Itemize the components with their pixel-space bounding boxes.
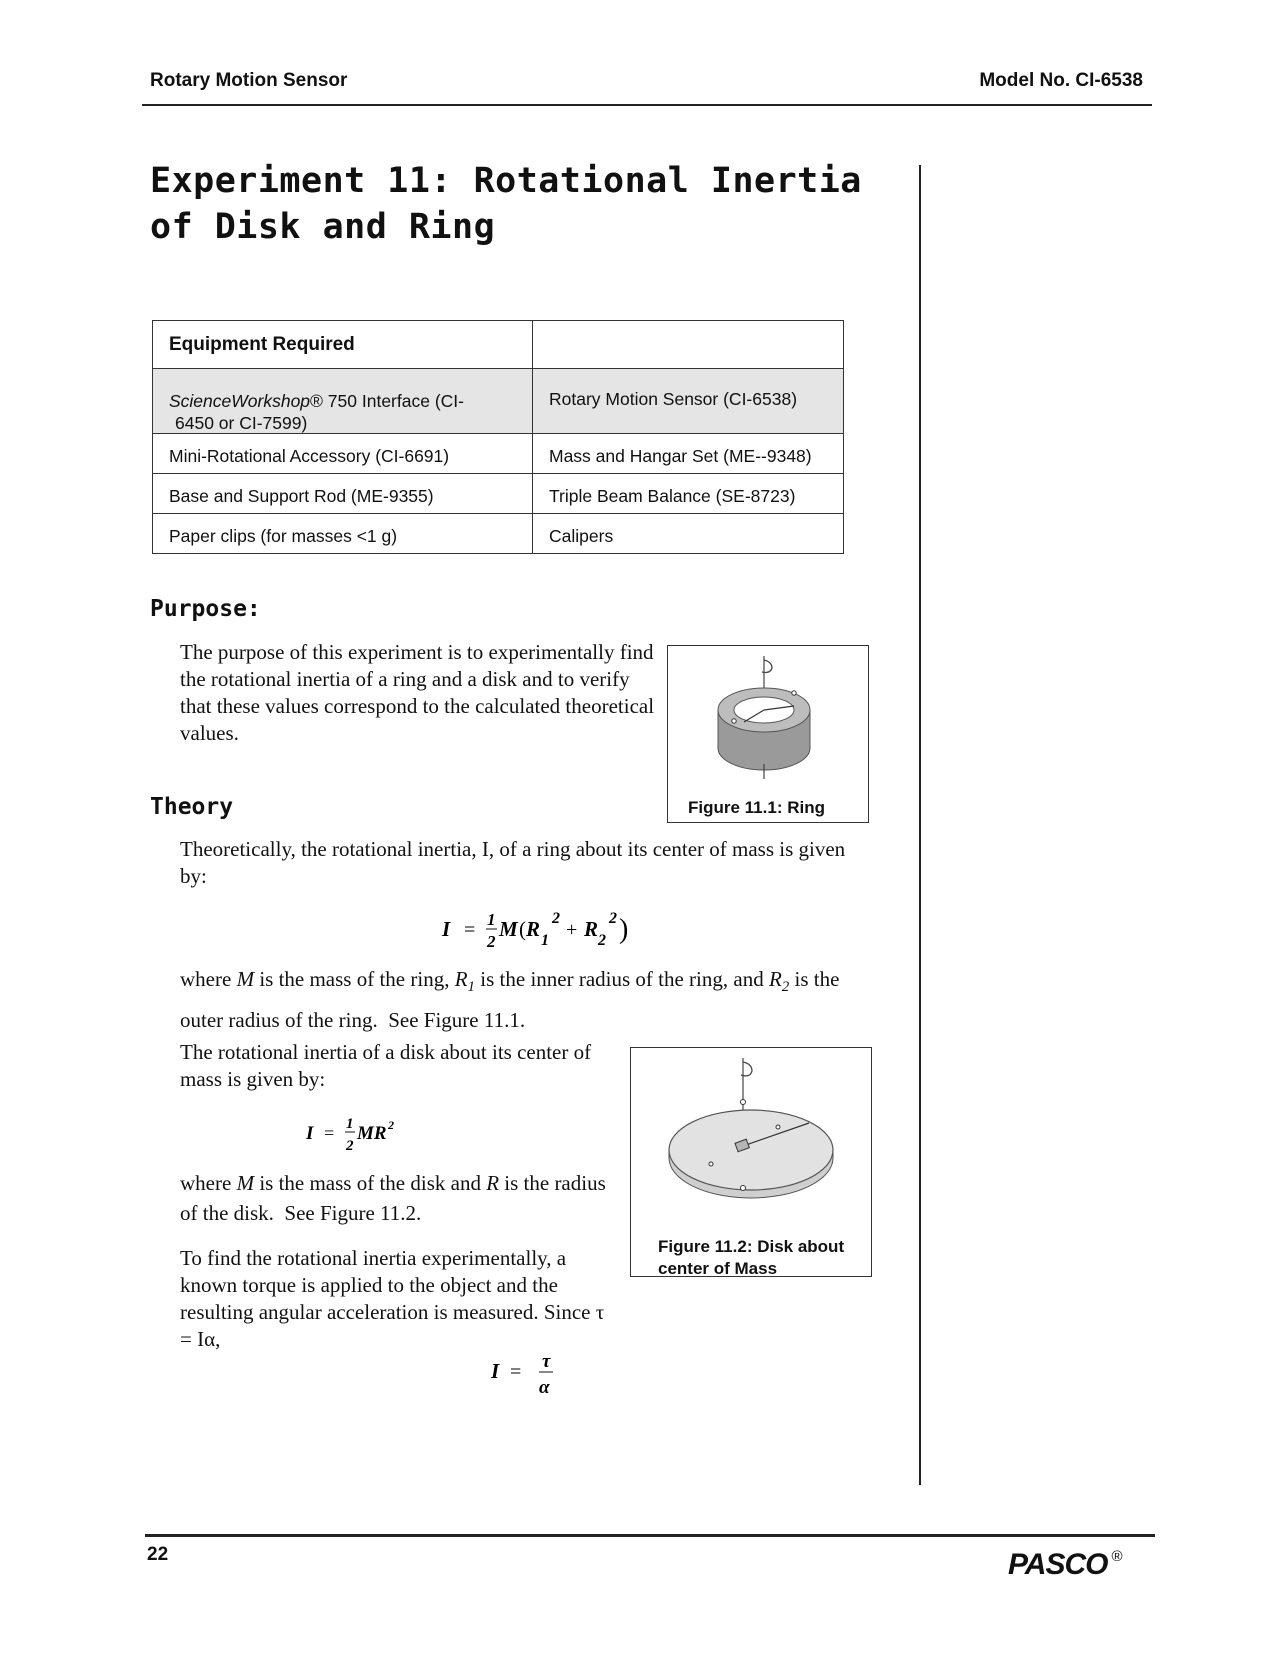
registered-mark: ®: [1111, 1548, 1123, 1565]
equipment-cell: Base and Support Rod (ME-9355): [153, 474, 533, 514]
svg-text:(: (: [519, 917, 526, 941]
svg-text:=: =: [464, 919, 476, 941]
page-number: 22: [147, 1544, 169, 1565]
page-title: Experiment 11: Rotational Inertia of Disk and Ring: [150, 161, 862, 247]
svg-text:M: M: [499, 917, 518, 941]
equation-disk: [300, 1108, 410, 1164]
svg-text:1: 1: [541, 932, 549, 949]
svg-text:=: =: [324, 1123, 335, 1143]
svg-text:I: I: [491, 1359, 500, 1383]
svg-text:2: 2: [487, 932, 496, 951]
equipment-cell: Rotary Motion Sensor (CI-6538): [533, 369, 844, 434]
header-right: Model No. CI-6538: [979, 70, 1143, 91]
equipment-cell: Mini-Rotational Accessory (CI-6691): [153, 434, 533, 474]
theory-heading-text: Theory: [150, 794, 234, 820]
pasco-logo-text: PASCO: [1008, 1548, 1108, 1581]
svg-text:1: 1: [487, 910, 496, 929]
theory-heading: [150, 794, 233, 820]
equipment-table: [152, 320, 844, 554]
equation-ring: [436, 905, 636, 961]
svg-text:I: I: [442, 917, 451, 941]
pasco-logo: [1008, 1548, 1123, 1582]
purpose-heading: Purpose:: [150, 596, 261, 622]
svg-text:1: 1: [346, 1116, 354, 1132]
svg-text:): ): [619, 914, 629, 945]
header-rule: [142, 104, 1152, 106]
equipment-cell: Calipers: [533, 514, 844, 554]
figure-ring-caption: Figure 11.1: Ring: [688, 798, 825, 817]
svg-text:2: 2: [388, 1118, 394, 1132]
equipment-cell: Triple Beam Balance (SE-8723): [533, 474, 844, 514]
equation-inertia: [486, 1345, 566, 1407]
margin-rule: [919, 165, 921, 1485]
equipment-cell: Mass and Hangar Set (ME--9348): [533, 434, 844, 474]
theory-p2: where M is the mass of the ring, $R_1$ is the inner radius of the ring, and $R_2$ is the outer radius of the ring. See Figure 11.1.: [180, 967, 840, 1033]
svg-text:2: 2: [552, 910, 560, 927]
svg-text:+: +: [566, 919, 578, 941]
svg-text:MR: MR: [357, 1123, 387, 1144]
disk-illustration: [631, 1048, 871, 1228]
equipment-heading-empty: [533, 321, 844, 369]
equipment-cell-italic: ScienceWorkshop: [169, 391, 311, 411]
theory-p1: Theoretically, the rotational inertia, I, of a ring about its center of mass is given by:: [180, 837, 846, 888]
svg-text:=: =: [510, 1361, 522, 1383]
theory-p5: To find the rotational inertia experimentally, a known torque is applied to the object and the resulting angular acceleration is measured. Since τ = Iα,: [180, 1246, 605, 1351]
svg-text:α: α: [539, 1377, 550, 1398]
figure-ring: [667, 645, 869, 823]
svg-text:I: I: [306, 1123, 314, 1144]
svg-text:2: 2: [598, 932, 606, 949]
svg-text:R: R: [526, 917, 541, 941]
svg-text:R: R: [584, 917, 599, 941]
svg-text:2: 2: [346, 1138, 354, 1154]
equipment-cell: [153, 369, 533, 434]
ring-illustration: [668, 646, 868, 796]
svg-text:2: 2: [609, 910, 617, 927]
figure-disk-caption: Figure 11.2: Disk about center of Mass: [658, 1237, 845, 1278]
footer-rule: [145, 1534, 1155, 1537]
equipment-heading: Equipment Required: [153, 321, 533, 369]
equipment-cell-text: ® 750 Interface (CI-: [310, 391, 464, 411]
purpose-text: The purpose of this experiment is to experimentally find the rotational inertia of a ring and a disk and to verify that these values correspond to the calculated theoretical values.: [180, 640, 655, 745]
equipment-cell-text: 6450 or CI-7599): [175, 413, 308, 433]
theory-p3: The rotational inertia of a disk about its center of mass is given by:: [180, 1040, 592, 1091]
equipment-cell: Paper clips (for masses <1 g): [153, 514, 533, 554]
header-left: Rotary Motion Sensor: [150, 70, 348, 91]
theory-p4: where M is the mass of the disk and R is the radius of the disk. See Figure 11.2.: [180, 1171, 606, 1225]
figure-disk: [630, 1047, 872, 1277]
svg-text:τ: τ: [542, 1351, 551, 1372]
